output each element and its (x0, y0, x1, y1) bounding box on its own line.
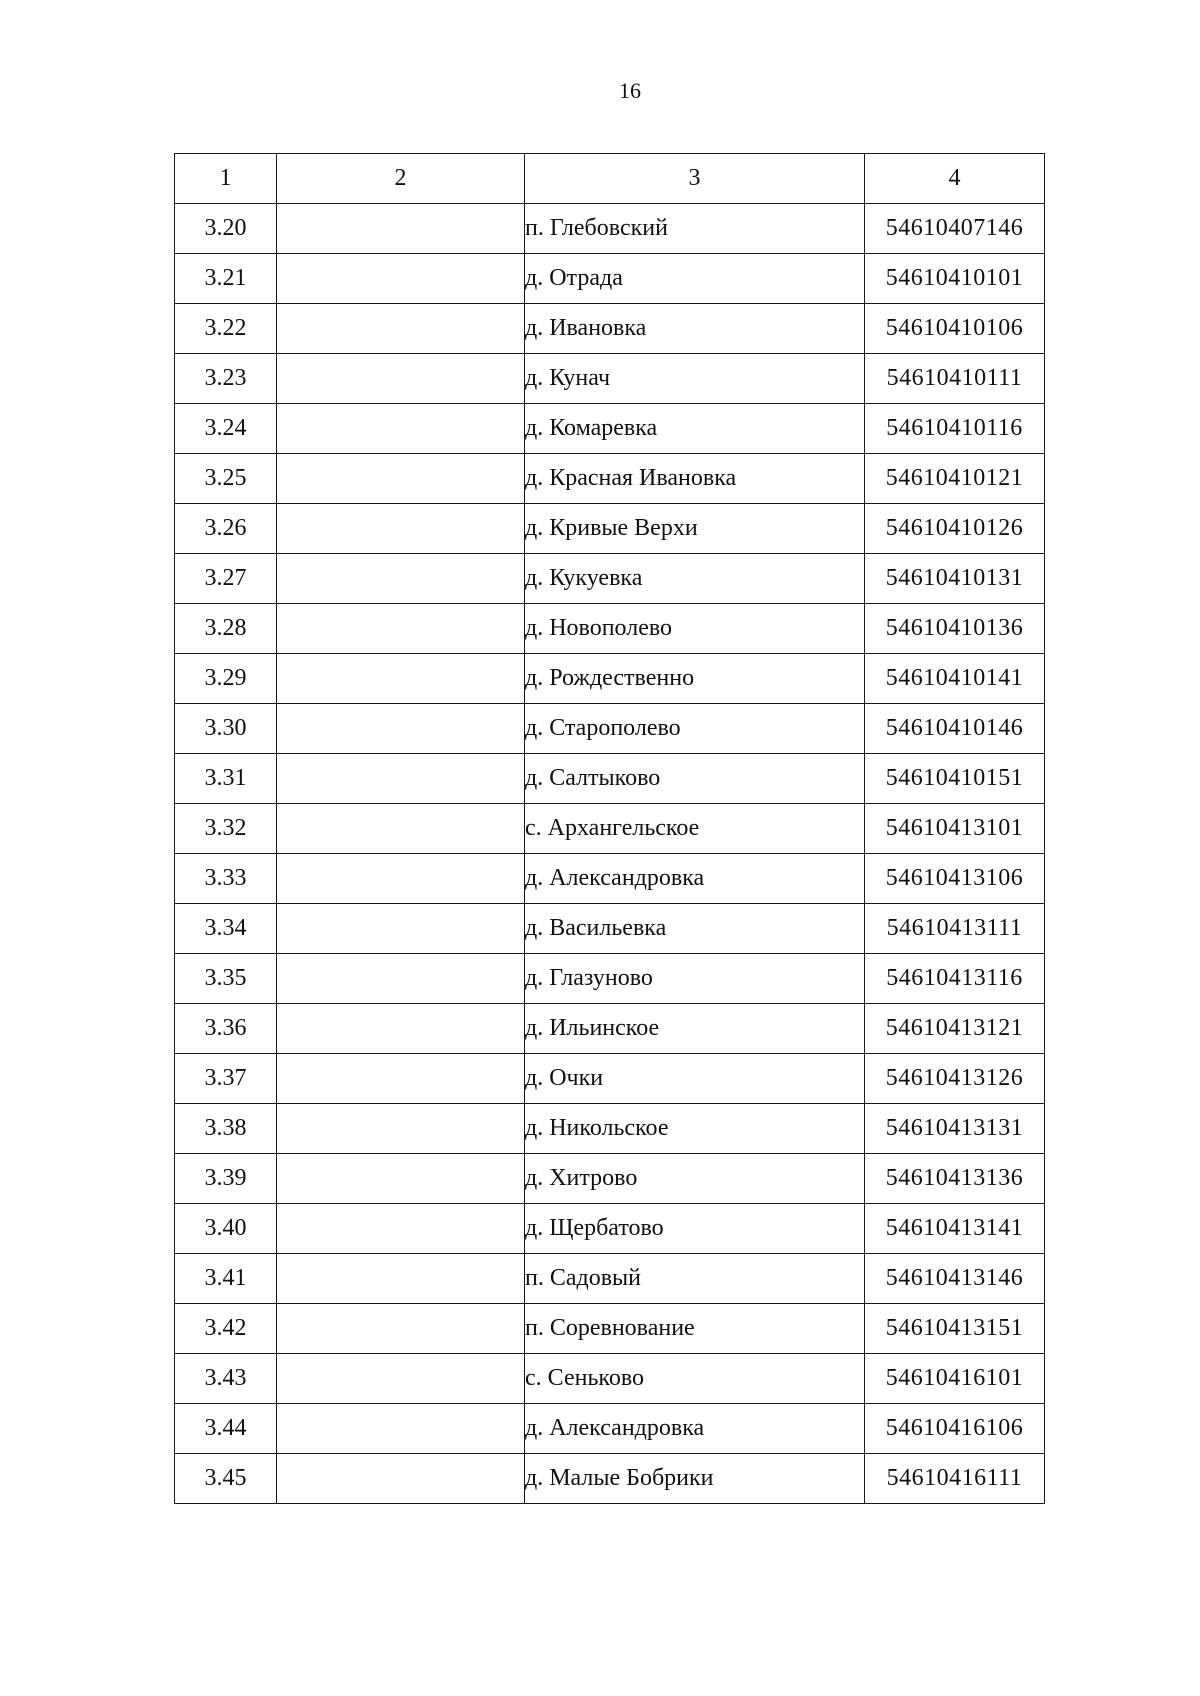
settlement-name-cell: д. Комаревка (525, 404, 865, 454)
oktmo-code-cell: 54610410151 (865, 754, 1045, 804)
table-row (175, 554, 1045, 604)
settlement-name-cell: с. Архангельское (525, 804, 865, 854)
table-row (175, 704, 1045, 754)
table-row (175, 1254, 1045, 1304)
oktmo-code-cell: 54610413101 (865, 804, 1045, 854)
row-number-cell: 3.43 (175, 1354, 277, 1404)
row-number-cell: 3.29 (175, 654, 277, 704)
table-row (175, 404, 1045, 454)
oktmo-code-cell: 54610410116 (865, 404, 1045, 454)
oktmo-code-cell: 54610416111 (865, 1454, 1045, 1504)
row-number-cell: 3.36 (175, 1004, 277, 1054)
row-col2-cell (277, 704, 525, 754)
row-col2-cell (277, 1304, 525, 1354)
oktmo-code-cell: 54610413111 (865, 904, 1045, 954)
row-number-cell: 3.40 (175, 1204, 277, 1254)
row-col2-cell (277, 1054, 525, 1104)
table-row (175, 454, 1045, 504)
row-col2-cell (277, 1404, 525, 1454)
oktmo-code-cell: 54610413141 (865, 1204, 1045, 1254)
row-col2-cell (277, 1204, 525, 1254)
oktmo-code-cell: 54610413116 (865, 954, 1045, 1004)
header-col-2: 2 (277, 154, 525, 204)
settlement-name-cell: д. Кунач (525, 354, 865, 404)
settlement-name-cell: д. Хитрово (525, 1154, 865, 1204)
row-col2-cell (277, 854, 525, 904)
table-row (175, 1204, 1045, 1254)
oktmo-code-cell: 54610410131 (865, 554, 1045, 604)
row-number-cell: 3.21 (175, 254, 277, 304)
settlement-name-cell: д. Очки (525, 1054, 865, 1104)
table-row (175, 1404, 1045, 1454)
row-number-cell: 3.33 (175, 854, 277, 904)
table-row (175, 1004, 1045, 1054)
table-row (175, 304, 1045, 354)
settlement-name-cell: д. Кукуевка (525, 554, 865, 604)
table-row (175, 254, 1045, 304)
table-row (175, 204, 1045, 254)
row-col2-cell (277, 504, 525, 554)
row-col2-cell (277, 604, 525, 654)
oktmo-code-cell: 54610410146 (865, 704, 1045, 754)
settlement-name-cell: д. Ильинское (525, 1004, 865, 1054)
settlement-name-cell: п. Садовый (525, 1254, 865, 1304)
row-col2-cell (277, 1254, 525, 1304)
table-row (175, 354, 1045, 404)
table-row (175, 1154, 1045, 1204)
row-col2-cell (277, 204, 525, 254)
row-number-cell: 3.41 (175, 1254, 277, 1304)
table-row (175, 1454, 1045, 1504)
table-row (175, 954, 1045, 1004)
page-number: 16 (619, 78, 641, 103)
table-row (175, 1054, 1045, 1104)
settlement-name-cell: с. Сеньково (525, 1354, 865, 1404)
settlement-name-cell: д. Отрада (525, 254, 865, 304)
table-header (175, 154, 1045, 204)
row-number-cell: 3.39 (175, 1154, 277, 1204)
row-col2-cell (277, 654, 525, 704)
table-row (175, 854, 1045, 904)
settlements-table (174, 153, 1045, 1504)
row-number-cell: 3.34 (175, 904, 277, 954)
oktmo-code-cell: 54610416101 (865, 1354, 1045, 1404)
row-col2-cell (277, 1454, 525, 1504)
row-col2-cell (277, 804, 525, 854)
oktmo-code-cell: 54610410126 (865, 504, 1045, 554)
row-number-cell: 3.45 (175, 1454, 277, 1504)
row-number-cell: 3.37 (175, 1054, 277, 1104)
row-number-cell: 3.31 (175, 754, 277, 804)
table-row (175, 1304, 1045, 1354)
settlement-name-cell: д. Кривые Верхи (525, 504, 865, 554)
row-number-cell: 3.42 (175, 1304, 277, 1354)
table-row (175, 504, 1045, 554)
settlement-name-cell: д. Новополево (525, 604, 865, 654)
row-col2-cell (277, 404, 525, 454)
oktmo-code-cell: 54610413131 (865, 1104, 1045, 1154)
row-number-cell: 3.38 (175, 1104, 277, 1154)
oktmo-code-cell: 54610410136 (865, 604, 1045, 654)
row-number-cell: 3.25 (175, 454, 277, 504)
settlement-name-cell: д. Глазуново (525, 954, 865, 1004)
settlement-name-cell: д. Малые Бобрики (525, 1454, 865, 1504)
oktmo-code-cell: 54610413126 (865, 1054, 1045, 1104)
table-row (175, 904, 1045, 954)
settlement-name-cell: п. Соревнование (525, 1304, 865, 1354)
settlement-name-cell: д. Салтыково (525, 754, 865, 804)
oktmo-code-cell: 54610413106 (865, 854, 1045, 904)
settlement-name-cell: п. Глебовский (525, 204, 865, 254)
oktmo-code-cell: 54610410101 (865, 254, 1045, 304)
row-number-cell: 3.27 (175, 554, 277, 604)
table-row (175, 754, 1045, 804)
row-col2-cell (277, 254, 525, 304)
row-col2-cell (277, 1004, 525, 1054)
settlement-name-cell: д. Александровка (525, 1404, 865, 1454)
oktmo-code-cell: 54610413146 (865, 1254, 1045, 1304)
header-col-3: 3 (525, 154, 865, 204)
row-number-cell: 3.22 (175, 304, 277, 354)
oktmo-code-cell: 54610410121 (865, 454, 1045, 504)
settlement-name-cell: д. Рождественно (525, 654, 865, 704)
row-col2-cell (277, 1154, 525, 1204)
settlement-name-cell: д. Красная Ивановка (525, 454, 865, 504)
header-col-1: 1 (175, 154, 277, 204)
row-number-cell: 3.44 (175, 1404, 277, 1454)
settlement-name-cell: д. Щербатово (525, 1204, 865, 1254)
table-body (175, 204, 1045, 1504)
row-col2-cell (277, 304, 525, 354)
row-col2-cell (277, 1354, 525, 1404)
oktmo-code-cell: 54610413151 (865, 1304, 1045, 1354)
settlement-name-cell: д. Ивановка (525, 304, 865, 354)
table-row (175, 604, 1045, 654)
table-row (175, 654, 1045, 704)
header-col-4: 4 (865, 154, 1045, 204)
row-col2-cell (277, 754, 525, 804)
row-col2-cell (277, 954, 525, 1004)
row-col2-cell (277, 1104, 525, 1154)
oktmo-code-cell: 54610410111 (865, 354, 1045, 404)
row-col2-cell (277, 354, 525, 404)
row-number-cell: 3.24 (175, 404, 277, 454)
oktmo-code-cell: 54610416106 (865, 1404, 1045, 1454)
row-number-cell: 3.26 (175, 504, 277, 554)
settlement-name-cell: д. Никольское (525, 1104, 865, 1154)
row-col2-cell (277, 454, 525, 504)
row-col2-cell (277, 554, 525, 604)
settlement-name-cell: д. Старополево (525, 704, 865, 754)
table-row (175, 1354, 1045, 1404)
table-row (175, 804, 1045, 854)
row-number-cell: 3.20 (175, 204, 277, 254)
oktmo-code-cell: 54610407146 (865, 204, 1045, 254)
oktmo-code-cell: 54610413136 (865, 1154, 1045, 1204)
table-row (175, 1104, 1045, 1154)
settlement-name-cell: д. Васильевка (525, 904, 865, 954)
row-number-cell: 3.35 (175, 954, 277, 1004)
oktmo-code-cell: 54610410106 (865, 304, 1045, 354)
row-number-cell: 3.32 (175, 804, 277, 854)
oktmo-code-cell: 54610410141 (865, 654, 1045, 704)
row-number-cell: 3.23 (175, 354, 277, 404)
row-number-cell: 3.30 (175, 704, 277, 754)
table-header-row (175, 154, 1045, 204)
row-number-cell: 3.28 (175, 604, 277, 654)
settlement-name-cell: д. Александровка (525, 854, 865, 904)
row-col2-cell (277, 904, 525, 954)
oktmo-code-cell: 54610413121 (865, 1004, 1045, 1054)
